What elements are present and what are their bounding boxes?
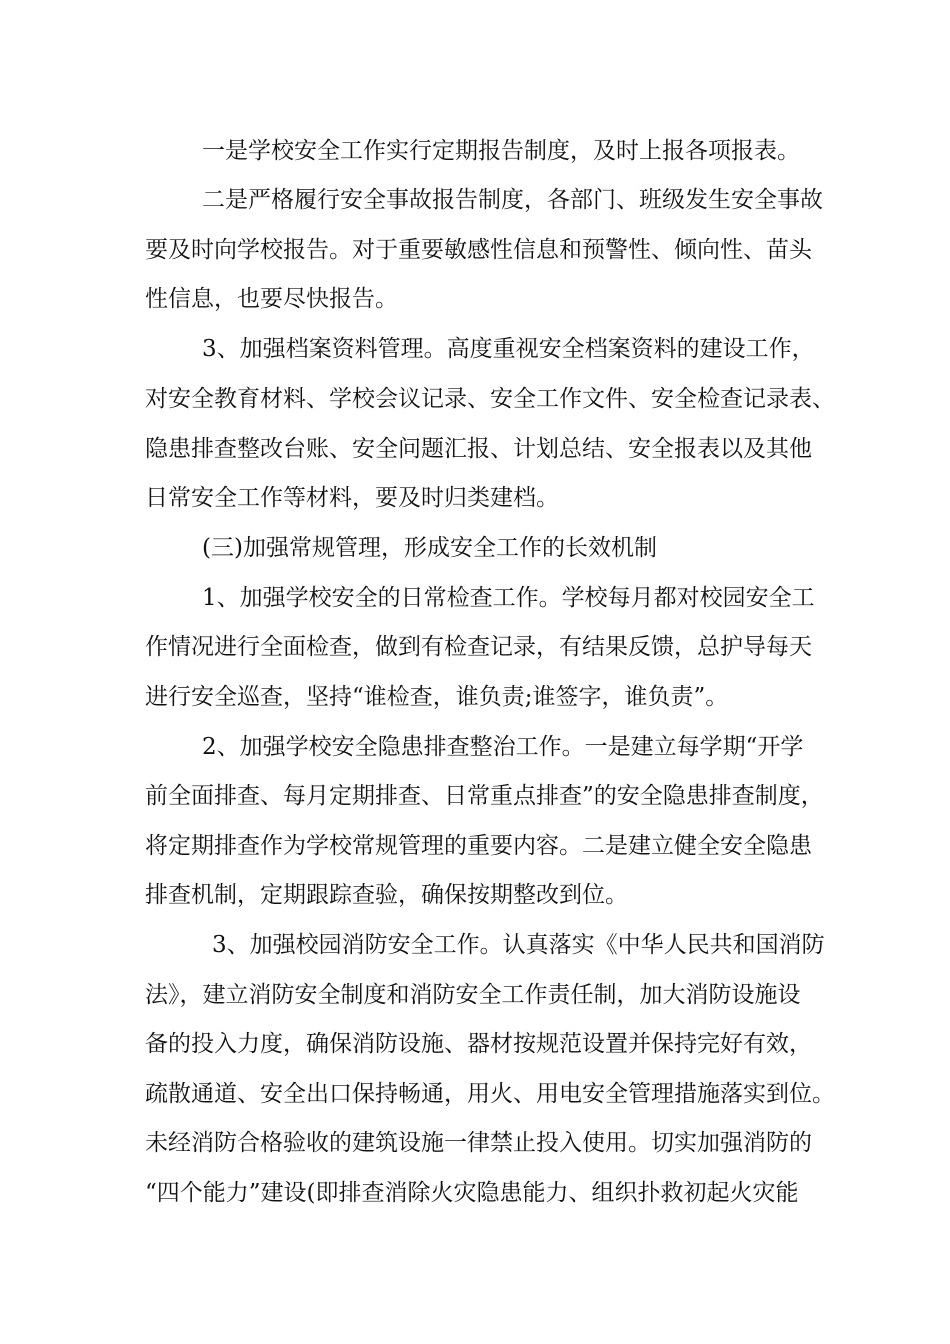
text-line: 一是学校安全工作实行定期报告制度，及时上报各项报表。	[202, 138, 800, 164]
text-line: 疏散通道、安全出口保持畅通，用火、用电安全管理措施落实到位。	[145, 1081, 835, 1107]
text-line: 备的投入力度，确保消防设施、器材按规范设置并保持完好有效，	[145, 1031, 812, 1057]
text-line: 作情况进行全面检查，做到有检查记录，有结果反馈，总护导每天	[145, 634, 812, 660]
text-line: 3、加强档案资料管理。高度重视安全档案资料的建设工作，	[202, 336, 815, 362]
text-line: 1、加强学校安全的日常检查工作。学校每月都对校园安全工	[202, 585, 815, 611]
text-line: 将定期排查作为学校常规管理的重要内容。二是建立健全安全隐患	[145, 833, 812, 859]
text-line: 法》，建立消防安全制度和消防安全工作责任制，加大消防设施设	[145, 982, 801, 1008]
text-line: 隐患排查整改台账、安全问题汇报、计划总结、安全报表以及其他	[145, 436, 812, 462]
text-line: 排查机制，定期跟踪查验，确保按期整改到位。	[145, 882, 628, 908]
text-line: 二是严格履行安全事故报告制度，各部门、班级发生安全事故	[202, 187, 823, 213]
text-line: 3、加强校园消防安全工作。认真落实《中华人民共和国消防	[212, 932, 825, 958]
text-line: 性信息，也要尽快报告。	[145, 286, 398, 312]
text-line: 前全面排查、每月定期排查、日常重点排查”的安全隐患排查制度，	[145, 783, 824, 809]
text-line: 日常安全工作等材料，要及时归类建档。	[145, 485, 559, 511]
text-line: 2、加强学校安全隐患排查整治工作。一是建立每学期“开学	[202, 734, 804, 760]
text-line: 进行安全巡查，坚持“谁检查，谁负责;谁签字，谁负责”。	[145, 684, 729, 710]
text-line: 未经消防合格验收的建筑设施一律禁止投入使用。切实加强消防的	[145, 1130, 812, 1156]
text-line: 要及时向学校报告。对于重要敏感性信息和预警性、倾向性、苗头	[145, 237, 812, 263]
text-line: “四个能力”建设(即排查消除火灾隐患能力、组织扑救初起火灾能	[145, 1180, 799, 1206]
text-line: 对安全教育材料、学校会议记录、安全工作文件、安全检查记录表、	[145, 386, 835, 412]
section-heading: (三)加强常规管理，形成安全工作的长效机制	[202, 535, 657, 561]
